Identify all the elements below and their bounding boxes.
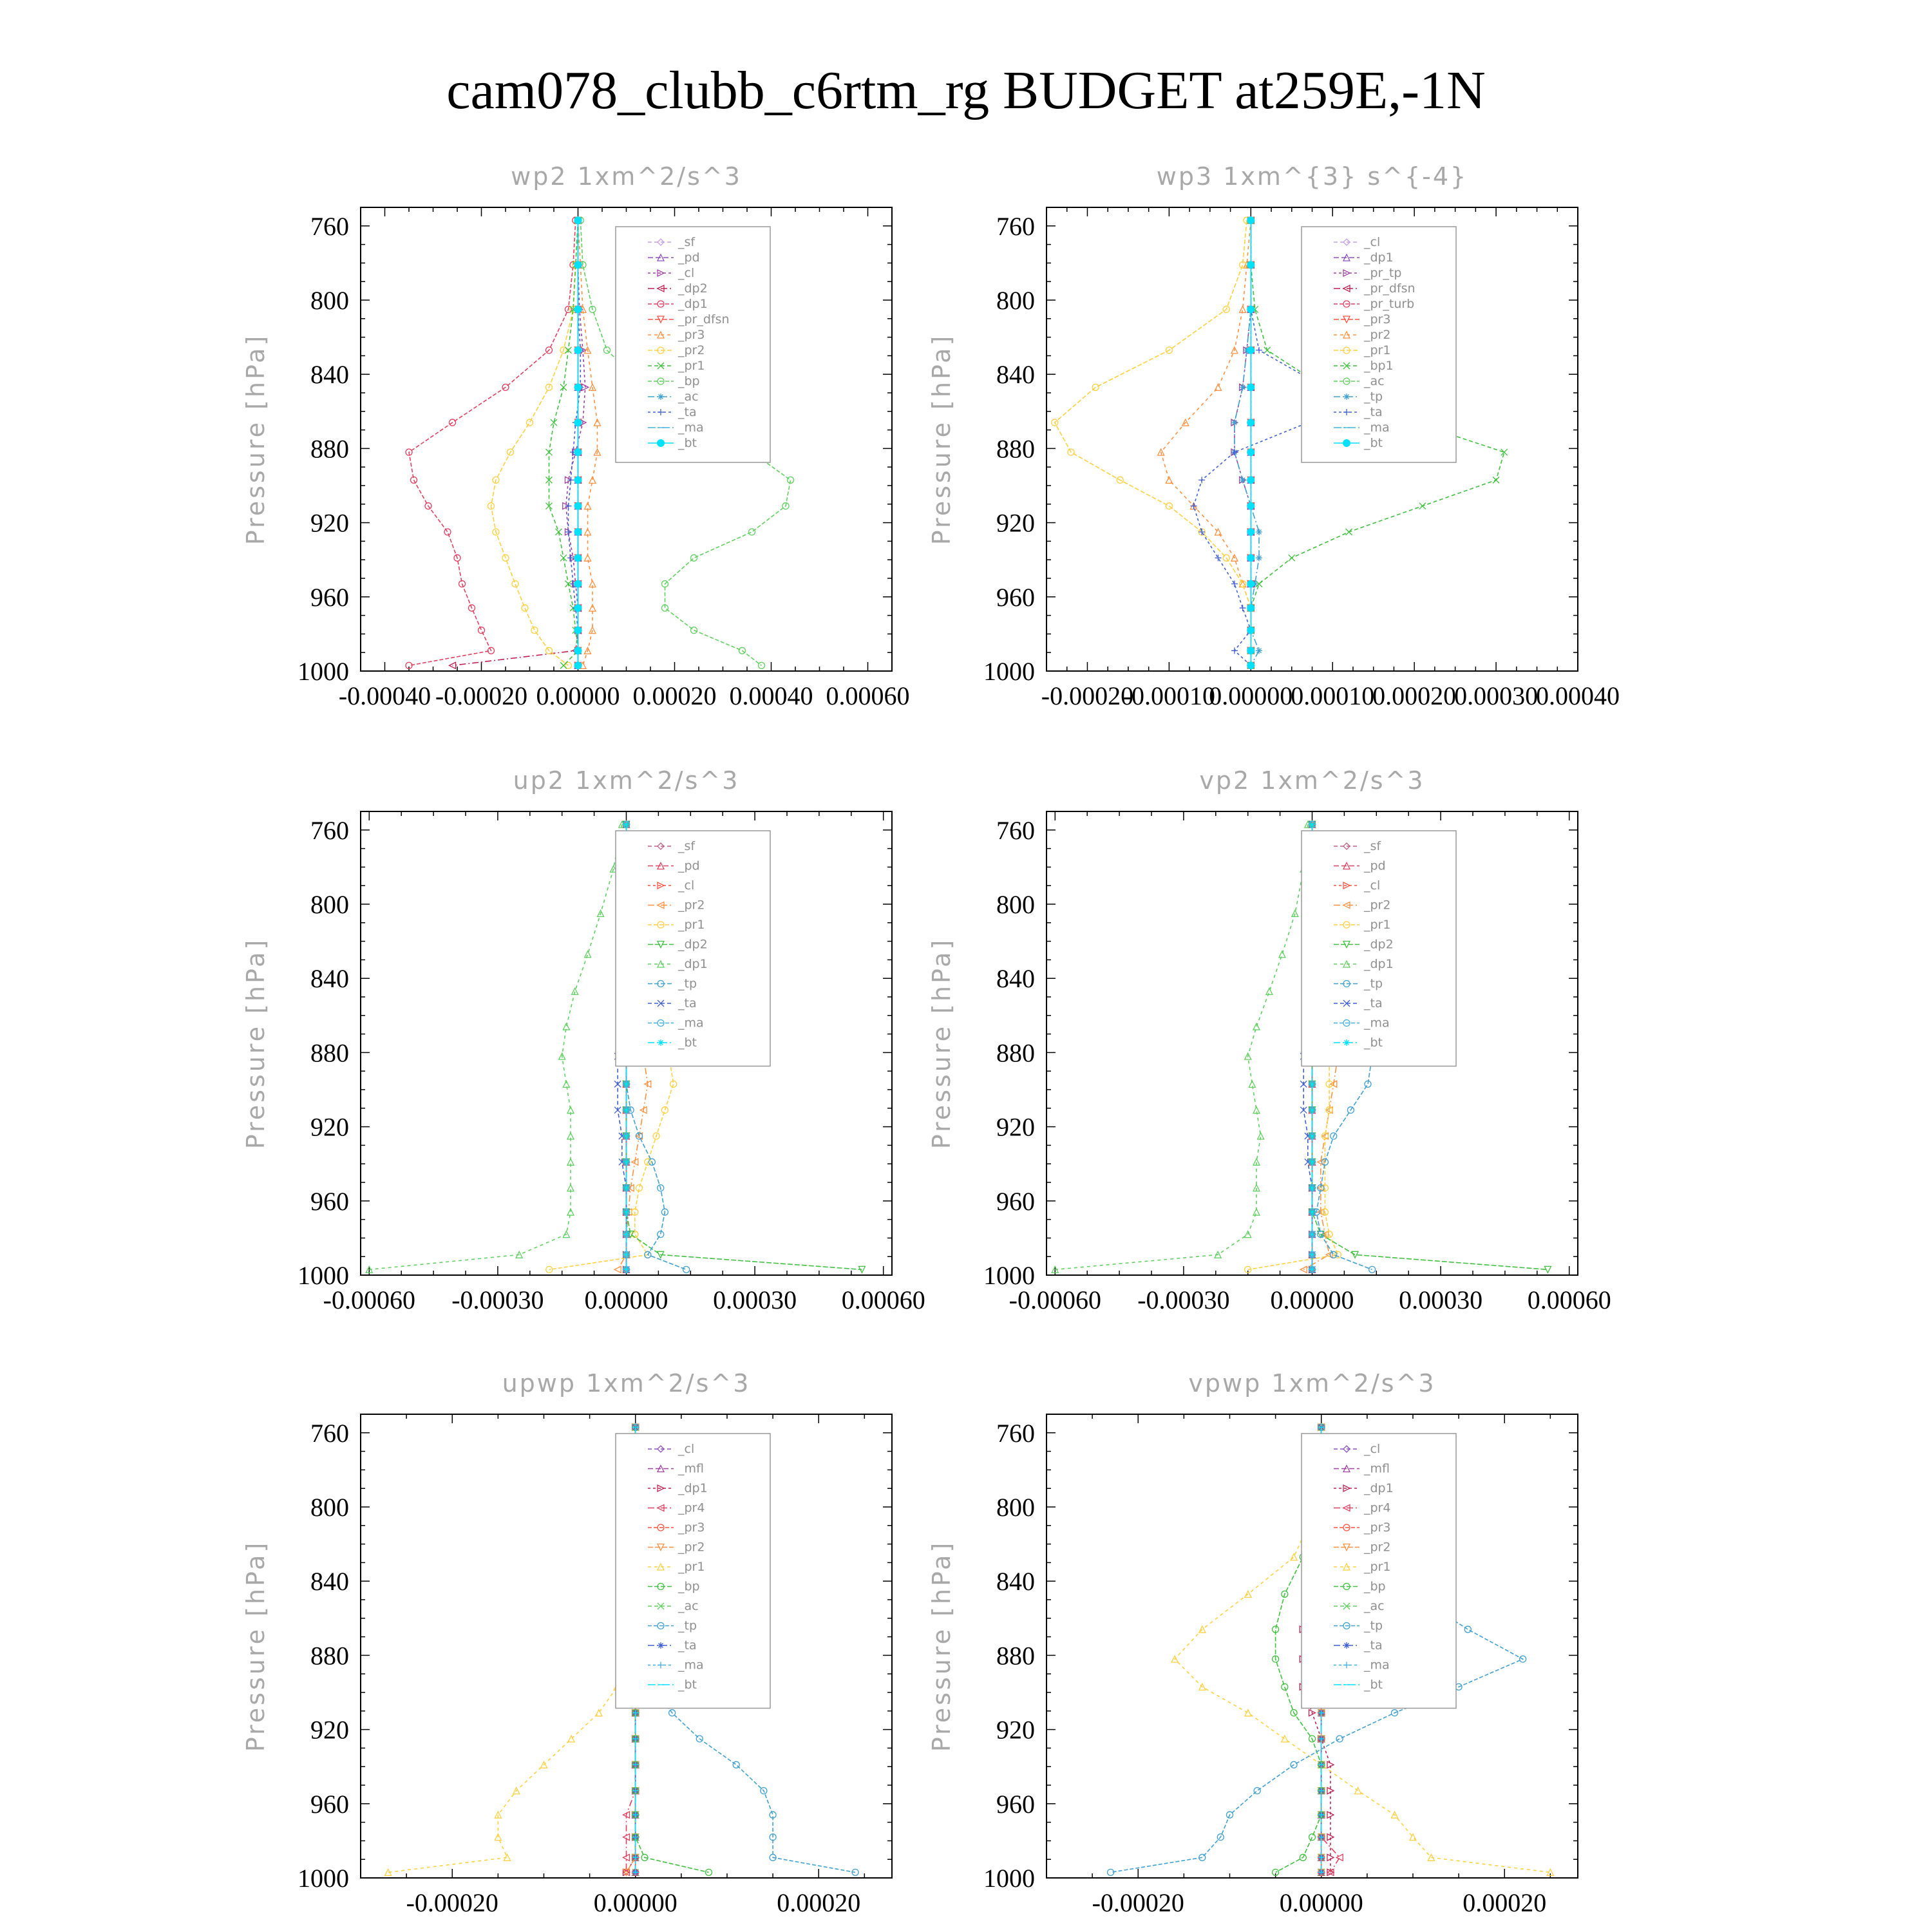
- data-point: [574, 419, 582, 426]
- series-line-cl: [566, 220, 585, 665]
- data-point: [444, 529, 451, 535]
- data-point: [1240, 605, 1246, 611]
- y-axis-label: Pressure [hPa]: [242, 1540, 270, 1752]
- legend-label: _pd: [678, 858, 700, 873]
- legend-label: _ma: [678, 1016, 704, 1030]
- legend-label: _dp1: [1364, 1481, 1394, 1495]
- data-point: [1336, 1736, 1343, 1742]
- y-tick-label: 840: [310, 1567, 349, 1596]
- y-tick-label: 920: [996, 508, 1035, 538]
- y-tick-label: 760: [310, 211, 349, 241]
- x-tick-label: -0.00020: [1041, 681, 1134, 710]
- legend-label: _mfl: [1364, 1461, 1390, 1476]
- legend-label: _ma: [1364, 1016, 1390, 1030]
- series-line-dp1: [369, 824, 622, 1269]
- panel-title: upwp 1xm^2/s^3: [502, 1369, 751, 1397]
- data-point: [1247, 476, 1255, 484]
- legend-label: _bp: [678, 374, 700, 388]
- data-point: [1247, 383, 1255, 391]
- legend-label: _ta: [678, 1638, 697, 1653]
- x-tick-label: -0.00020: [1092, 1888, 1184, 1917]
- legend-label: _pr2: [1364, 1540, 1391, 1555]
- legend-label: _pr1: [1364, 343, 1391, 357]
- x-tick-label: -0.00060: [323, 1285, 415, 1314]
- legend-label: _ac: [1364, 374, 1385, 388]
- y-axis-label: Pressure [hPa]: [242, 937, 270, 1150]
- legend-label: _pr4: [678, 1501, 705, 1515]
- legend-label: _bt: [678, 1036, 697, 1050]
- data-point: [1309, 1159, 1316, 1165]
- data-point: [1247, 528, 1255, 536]
- legend-marker: [658, 1642, 664, 1649]
- x-tick-label: 0.00000: [1270, 1285, 1354, 1314]
- y-tick-label: 880: [310, 434, 349, 464]
- y-tick-label: 880: [996, 1641, 1035, 1671]
- chart-panel-4: [927, 766, 1611, 1314]
- data-point: [1256, 647, 1262, 654]
- y-tick-label: 800: [310, 286, 349, 315]
- data-point: [1309, 1107, 1316, 1113]
- y-tick-label: 760: [996, 1418, 1035, 1448]
- data-point: [1231, 419, 1238, 426]
- legend-label: _sf: [1364, 839, 1381, 853]
- data-point: [1289, 554, 1295, 561]
- data-point: [683, 1266, 690, 1273]
- data-point: [1240, 581, 1246, 587]
- legend-marker: [1343, 1642, 1350, 1649]
- data-point: [1464, 1626, 1471, 1633]
- legend-marker: [658, 393, 664, 400]
- data-point: [574, 627, 582, 634]
- legend-label: _pr_dfsn: [678, 312, 730, 327]
- series-line-pr1: [388, 1427, 636, 1872]
- data-point: [1247, 305, 1255, 313]
- data-point: [512, 581, 518, 587]
- data-point: [1309, 821, 1316, 828]
- legend-label: _pr4: [1364, 1501, 1391, 1515]
- y-tick-label: 880: [996, 1038, 1035, 1068]
- data-point: [1240, 477, 1246, 483]
- data-point: [1256, 347, 1262, 354]
- data-point: [574, 604, 582, 612]
- x-tick-label: -0.00010: [1122, 681, 1216, 710]
- data-point: [1247, 604, 1255, 612]
- y-tick-label: 840: [310, 964, 349, 994]
- y-tick-label: 880: [310, 1038, 349, 1068]
- x-tick-label: -0.00020: [435, 681, 528, 710]
- chart-panel-3: [242, 766, 925, 1314]
- y-tick-label: 840: [996, 964, 1035, 994]
- data-point: [1346, 529, 1352, 535]
- legend-label: _dp1: [678, 1481, 708, 1495]
- legend-label: _ac: [678, 390, 699, 404]
- legend-label: _dp2: [1364, 937, 1394, 952]
- data-point: [1247, 419, 1255, 426]
- x-tick-label: -0.00060: [1009, 1285, 1101, 1314]
- legend-label: _ta: [678, 996, 697, 1010]
- data-point: [574, 661, 582, 669]
- data-point: [1247, 216, 1255, 224]
- legend-label: _tp: [678, 976, 697, 991]
- x-tick-label: 0.00000: [536, 681, 620, 710]
- data-point: [1256, 529, 1262, 535]
- y-tick-label: 960: [996, 1789, 1035, 1819]
- x-tick-label: 0.00030: [1454, 681, 1539, 710]
- x-tick-label: 0.00000: [1209, 681, 1293, 710]
- x-tick-label: 0.00000: [584, 1285, 668, 1314]
- y-tick-label: 800: [996, 1493, 1035, 1522]
- data-point: [1282, 1736, 1288, 1742]
- data-point: [706, 1869, 712, 1875]
- data-point: [1240, 384, 1246, 390]
- y-axis-label: Pressure [hPa]: [927, 937, 956, 1150]
- data-point: [574, 216, 582, 224]
- data-point: [1282, 1683, 1288, 1690]
- legend-label: _pr3: [1364, 312, 1391, 327]
- chart-panel-6: [927, 1369, 1578, 1917]
- x-tick-label: 0.00010: [1291, 681, 1375, 710]
- x-tick-label: 0.00020: [1372, 681, 1457, 710]
- legend-label: _dp1: [1364, 251, 1394, 265]
- legend-label: _pr3: [678, 328, 705, 342]
- data-point: [1501, 449, 1508, 455]
- data-point: [1292, 910, 1298, 916]
- legend-label: _pr1: [678, 359, 705, 373]
- y-tick-label: 1000: [298, 657, 349, 686]
- panel-title: vpwp 1xm^2/s^3: [1188, 1369, 1436, 1397]
- y-tick-label: 920: [310, 508, 349, 538]
- series-line-pr_tp: [1235, 220, 1251, 665]
- y-tick-label: 1000: [983, 657, 1035, 686]
- data-point: [1190, 503, 1197, 509]
- data-point: [574, 647, 582, 654]
- legend-label: _tp: [1364, 390, 1383, 404]
- data-point: [574, 261, 582, 269]
- y-tick-label: 880: [996, 434, 1035, 464]
- data-point: [1309, 1133, 1316, 1139]
- y-tick-label: 760: [310, 1418, 349, 1448]
- legend-label: _bp: [1364, 1579, 1386, 1594]
- x-tick-label: 0.00000: [1279, 1888, 1363, 1917]
- legend-label: _cl: [678, 1442, 695, 1456]
- legend-label: _bp1: [1364, 359, 1394, 373]
- legend-label: _pr2: [1364, 328, 1391, 342]
- y-axis-label: Pressure [hPa]: [927, 333, 956, 545]
- y-tick-label: 1000: [983, 1864, 1035, 1893]
- data-point: [1369, 1266, 1376, 1273]
- data-point: [585, 951, 591, 958]
- data-point: [478, 627, 485, 634]
- data-point: [1247, 627, 1255, 634]
- data-point: [1254, 1788, 1260, 1794]
- legend-label: _mfl: [678, 1461, 704, 1476]
- y-tick-label: 1000: [983, 1261, 1035, 1290]
- data-point: [1247, 554, 1255, 562]
- legend-label: _tp: [678, 1618, 697, 1633]
- legend-label: _bt: [1364, 1678, 1383, 1692]
- data-point: [1247, 448, 1255, 456]
- data-point: [623, 1133, 630, 1139]
- data-point: [1279, 951, 1285, 958]
- x-tick-label: 0.00040: [729, 681, 813, 710]
- panel-title: vp2 1xm^2/s^3: [1199, 766, 1425, 795]
- legend-label: _bt: [1364, 1036, 1383, 1050]
- legend-label: _ac: [678, 1599, 699, 1613]
- y-tick-label: 760: [996, 211, 1035, 241]
- legend-marker: [1343, 393, 1350, 400]
- x-tick-label: 0.00020: [777, 1888, 861, 1917]
- y-tick-label: 800: [310, 890, 349, 919]
- legend-label: _cl: [1364, 235, 1381, 249]
- figure-title: cam078_clubb_c6rtm_rg BUDGET at259E,-1N: [446, 61, 1486, 120]
- y-axis-label: Pressure [hPa]: [242, 333, 270, 545]
- legend-label: _pr2: [678, 898, 705, 913]
- data-point: [574, 448, 582, 456]
- data-point: [623, 1185, 630, 1191]
- data-point: [1309, 1266, 1316, 1273]
- series-line-pr2: [491, 220, 578, 665]
- data-point: [1198, 477, 1205, 483]
- chart-panel-5: [242, 1369, 892, 1917]
- data-point: [574, 528, 582, 536]
- legend-label: _ta: [678, 405, 697, 419]
- series-line-tp: [1235, 220, 1259, 665]
- data-point: [1256, 554, 1262, 561]
- data-point: [1309, 1185, 1316, 1191]
- data-point: [1247, 502, 1255, 510]
- y-tick-label: 960: [310, 1186, 349, 1216]
- chart-panel-1: [242, 162, 910, 710]
- legend-marker: [657, 439, 665, 447]
- data-point: [733, 1761, 739, 1768]
- x-tick-label: 0.00000: [593, 1888, 677, 1917]
- data-point: [574, 580, 582, 588]
- legend-marker: [1343, 439, 1350, 447]
- legend-label: _pr1: [1364, 1560, 1391, 1574]
- data-point: [1247, 661, 1255, 669]
- legend-label: _pr_tp: [1364, 266, 1402, 280]
- legend-label: _bp: [678, 1579, 700, 1594]
- data-point: [1247, 580, 1255, 588]
- x-tick-label: 0.00060: [826, 681, 910, 710]
- y-tick-label: 1000: [298, 1261, 349, 1290]
- series-line-dp1: [409, 220, 576, 665]
- data-point: [623, 1159, 630, 1165]
- y-tick-label: 800: [996, 890, 1035, 919]
- legend-label: _pr2: [678, 343, 705, 357]
- data-point: [574, 554, 582, 562]
- data-point: [623, 821, 630, 828]
- y-tick-label: 920: [996, 1112, 1035, 1142]
- legend-label: _pr_turb: [1364, 297, 1415, 311]
- data-point: [560, 384, 567, 390]
- legend-label: _pd: [678, 251, 700, 265]
- y-tick-label: 760: [996, 815, 1035, 845]
- data-point: [1309, 1081, 1316, 1087]
- y-axis-label: Pressure [hPa]: [927, 1540, 956, 1752]
- y-tick-label: 840: [996, 1567, 1035, 1596]
- data-point: [1309, 1834, 1316, 1841]
- y-tick-label: 920: [310, 1715, 349, 1745]
- legend-label: _pr1: [678, 1560, 705, 1574]
- data-point: [623, 1107, 630, 1113]
- data-point: [1419, 503, 1426, 509]
- data-point: [1231, 647, 1238, 654]
- data-point: [1309, 1251, 1316, 1258]
- x-tick-label: 0.00020: [1463, 1888, 1547, 1917]
- y-tick-label: 920: [310, 1112, 349, 1142]
- panel-title: wp3 1xm^{3} s^{-4}: [1156, 162, 1468, 191]
- data-point: [1309, 1231, 1316, 1238]
- legend-label: _dp1: [1364, 957, 1394, 971]
- y-tick-label: 920: [996, 1715, 1035, 1745]
- series-line-pr2: [1161, 220, 1251, 665]
- series-line-dp2: [453, 220, 578, 665]
- data-point: [565, 529, 572, 535]
- legend-label: _ma: [1364, 421, 1390, 435]
- y-tick-label: 760: [310, 815, 349, 845]
- y-tick-label: 800: [996, 286, 1035, 315]
- y-tick-label: 840: [310, 360, 349, 390]
- legend-label: _dp2: [678, 281, 708, 296]
- data-point: [522, 605, 528, 611]
- data-point: [623, 1231, 630, 1238]
- legend-label: _pr3: [678, 1520, 705, 1535]
- y-tick-label: 800: [310, 1493, 349, 1522]
- legend-marker: [658, 1039, 664, 1046]
- y-tick-label: 960: [996, 582, 1035, 612]
- legend-label: _bt: [1364, 436, 1383, 450]
- data-point: [531, 627, 538, 634]
- series-line-dp1: [1055, 824, 1308, 1269]
- x-tick-label: -0.00020: [406, 1888, 498, 1917]
- data-point: [623, 1266, 630, 1273]
- legend-label: _cl: [1364, 878, 1381, 893]
- y-tick-label: 840: [996, 360, 1035, 390]
- legend-label: _cl: [678, 878, 695, 893]
- data-point: [623, 1081, 630, 1087]
- legend-label: _bt: [678, 1678, 697, 1692]
- legend-label: _pr_dfsn: [1364, 281, 1416, 296]
- legend-label: _pr1: [1364, 918, 1391, 932]
- x-tick-label: 0.00060: [841, 1285, 925, 1314]
- legend-label: _ma: [678, 421, 704, 435]
- y-tick-label: 960: [310, 582, 349, 612]
- y-tick-label: 960: [996, 1186, 1035, 1216]
- data-point: [623, 1251, 630, 1258]
- y-tick-label: 1000: [298, 1864, 349, 1893]
- legend-label: _ta: [1364, 996, 1383, 1010]
- x-tick-label: -0.00030: [451, 1285, 544, 1314]
- legend-label: _cl: [1364, 1442, 1381, 1456]
- legend-marker: [1343, 1039, 1350, 1046]
- x-tick-label: -0.00040: [338, 681, 431, 710]
- x-tick-label: 0.00030: [713, 1285, 797, 1314]
- legend-label: _dp2: [678, 937, 708, 952]
- legend-label: _bt: [678, 436, 697, 450]
- data-point: [560, 662, 567, 668]
- legend-label: _sf: [678, 839, 696, 853]
- x-tick-label: -0.00030: [1137, 1285, 1230, 1314]
- legend-label: _ta: [1364, 405, 1383, 419]
- data-point: [527, 419, 533, 426]
- x-tick-label: 0.00060: [1527, 1285, 1611, 1314]
- legend-label: _sf: [678, 235, 696, 249]
- legend-label: _pr1: [678, 918, 705, 932]
- legend-label: _ta: [1364, 1638, 1383, 1653]
- legend-label: _tp: [1364, 976, 1383, 991]
- x-tick-label: 0.00020: [632, 681, 717, 710]
- data-point: [1253, 1023, 1260, 1030]
- data-point: [691, 554, 697, 561]
- legend-label: _dp1: [678, 957, 708, 971]
- legend-label: _ac: [1364, 1599, 1385, 1613]
- data-point: [574, 502, 582, 510]
- data-point: [563, 1023, 569, 1030]
- chart-panel-2: [927, 162, 1620, 710]
- data-point: [574, 305, 582, 313]
- panel-title: up2 1xm^2/s^3: [513, 766, 740, 795]
- data-point: [749, 529, 755, 535]
- data-point: [1215, 554, 1222, 561]
- legend-label: _tp: [1364, 1618, 1383, 1633]
- data-point: [614, 1266, 621, 1273]
- data-point: [623, 1209, 630, 1215]
- data-point: [574, 383, 582, 391]
- y-tick-label: 960: [310, 1789, 349, 1819]
- panels: [242, 162, 1620, 1917]
- legend-label: _pr3: [1364, 1520, 1391, 1535]
- data-point: [1266, 988, 1273, 994]
- legend-label: _dp1: [678, 297, 708, 311]
- data-point: [1247, 647, 1255, 654]
- series-line-pr1: [1055, 220, 1251, 665]
- data-point: [1493, 477, 1499, 483]
- data-point: [1247, 346, 1255, 354]
- data-point: [574, 476, 582, 484]
- legend-label: _ma: [678, 1658, 704, 1672]
- panel-title: wp2 1xm^2/s^3: [511, 162, 742, 191]
- data-point: [574, 346, 582, 354]
- data-point: [1309, 1209, 1316, 1215]
- x-tick-label: 0.00040: [1536, 681, 1620, 710]
- legend-label: _ma: [1364, 1658, 1390, 1672]
- data-point: [1264, 347, 1271, 354]
- legend-label: _pr2: [678, 1540, 705, 1555]
- legend-label: _pr2: [1364, 898, 1391, 913]
- legend-label: _cl: [678, 266, 695, 280]
- y-tick-label: 880: [310, 1641, 349, 1671]
- legend-label: _pd: [1364, 858, 1386, 873]
- x-tick-label: 0.00030: [1399, 1285, 1483, 1314]
- data-point: [1231, 581, 1238, 587]
- data-point: [1247, 261, 1255, 269]
